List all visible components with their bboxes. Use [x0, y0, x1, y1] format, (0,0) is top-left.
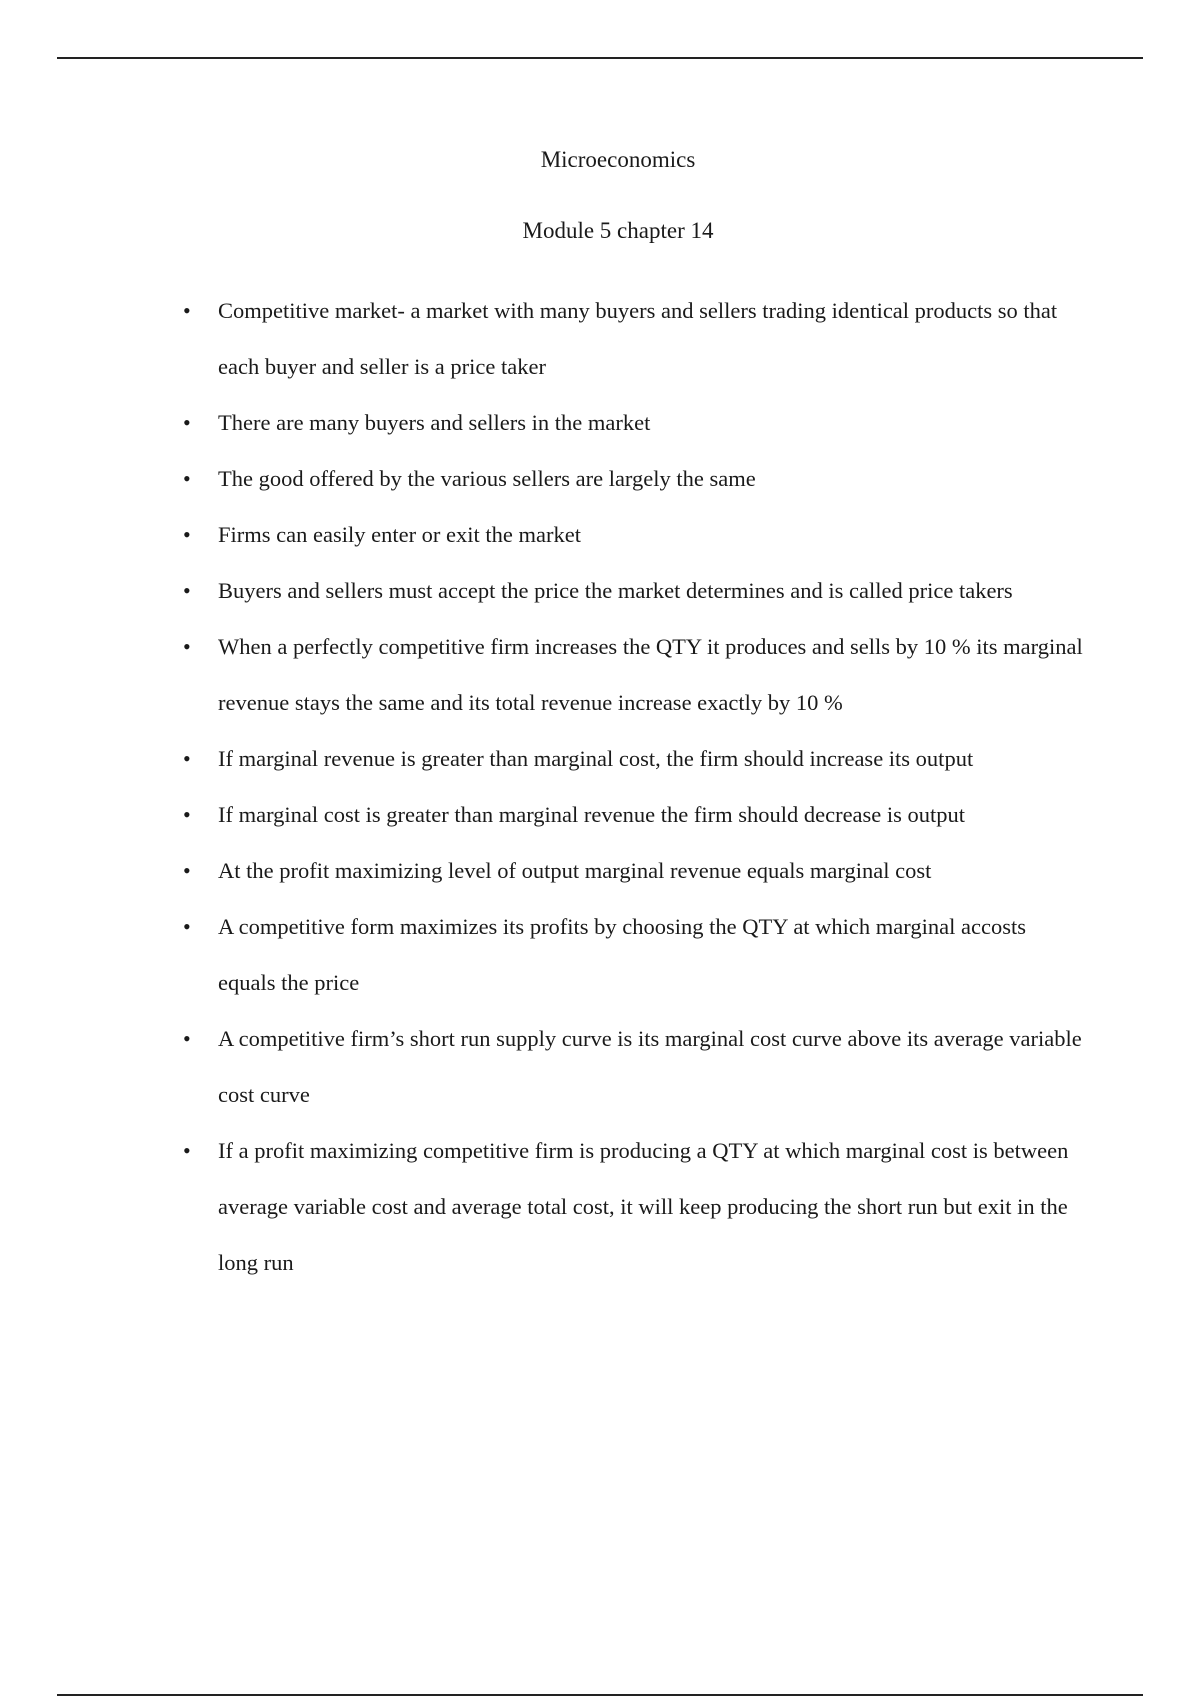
- list-item-text: A competitive firm’s short run supply curve is its marginal cost curve above its average variable cost curve: [218, 1026, 1082, 1107]
- bullet-icon: •: [183, 746, 191, 771]
- list-item-text: A competitive form maximizes its profits by choosing the QTY at which marginal accosts equals the price: [218, 914, 1026, 995]
- list-item-text: Firms can easily enter or exit the market: [218, 522, 581, 547]
- list-item-text: When a perfectly competitive firm increases the QTY it produces and sells by 10 % its marginal revenue stays the same and its total revenue increase exactly by 10 %: [218, 634, 1083, 715]
- list-item: [0, 843, 1088, 899]
- list-item: [0, 899, 1088, 1011]
- list-item: [0, 563, 1088, 619]
- bullet-icon: •: [183, 466, 191, 491]
- bullet-icon: •: [183, 914, 191, 939]
- bullet-icon: •: [183, 410, 191, 435]
- bullet-icon: •: [183, 298, 191, 323]
- bullet-icon: •: [183, 1026, 191, 1051]
- list-item: [0, 451, 1088, 507]
- list-item-text: If marginal revenue is greater than marginal cost, the firm should increase its output: [218, 746, 974, 771]
- bullet-icon: •: [183, 522, 191, 547]
- list-item: [0, 283, 1088, 395]
- list-item: [0, 1123, 1088, 1291]
- list-item-text: The good offered by the various sellers are largely the same: [218, 466, 756, 491]
- list-item: [0, 507, 1088, 563]
- notes-list: [0, 283, 1200, 1291]
- list-item: [0, 619, 1088, 731]
- list-item-text: There are many buyers and sellers in the market: [218, 410, 651, 435]
- header-rule: [57, 57, 1143, 59]
- document-title: Microeconomics: [540, 147, 696, 172]
- bullet-icon: •: [183, 578, 191, 603]
- list-item: [0, 787, 1088, 843]
- list-item: [0, 395, 1088, 451]
- footer-rule: [57, 1694, 1143, 1696]
- list-item-text: If marginal cost is greater than marginal revenue the firm should decrease is output: [218, 802, 966, 827]
- bullet-icon: •: [183, 634, 191, 659]
- bullet-icon: •: [183, 802, 191, 827]
- list-item: [0, 1011, 1088, 1123]
- list-item-text: At the profit maximizing level of output marginal revenue equals marginal cost: [218, 858, 932, 883]
- list-item-text: Competitive market- a market with many buyers and sellers trading identical products so that each buyer and seller is a price taker: [218, 298, 1058, 379]
- list-item-text: If a profit maximizing competitive firm is producing a QTY at which marginal cost is between average variable cost and average total cost, it will keep producing the short run but exit in the long run: [218, 1138, 1069, 1275]
- list-item-text: Buyers and sellers must accept the price the market determines and is called price takers: [218, 578, 1013, 603]
- bullet-icon: •: [183, 1138, 191, 1163]
- list-item: [0, 731, 1088, 787]
- bullet-icon: •: [183, 858, 191, 883]
- document-subtitle: Module 5 chapter 14: [522, 218, 714, 243]
